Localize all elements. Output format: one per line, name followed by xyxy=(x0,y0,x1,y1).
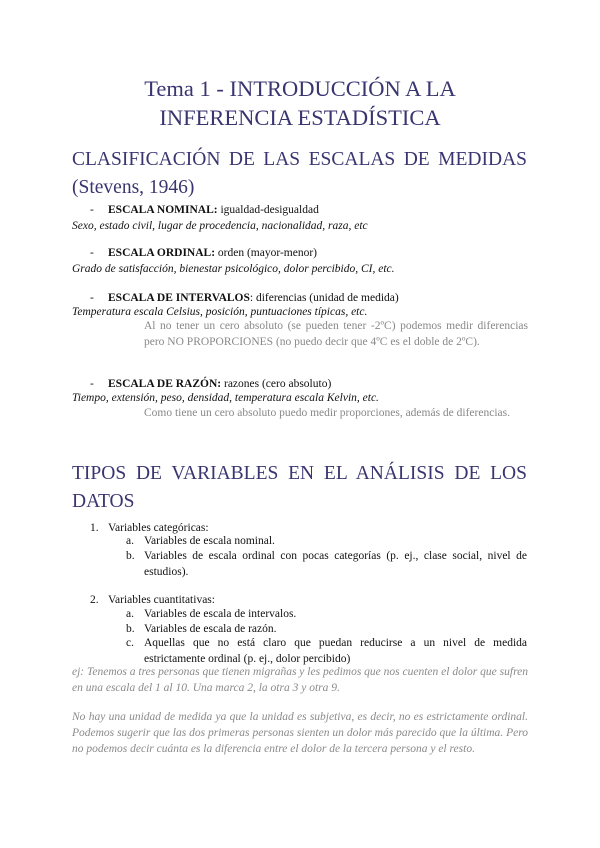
section-heading-variables: TIPOS DE VARIABLES EN EL ANÁLISIS DE LOS DATOS xyxy=(72,463,527,512)
example-nominal: Sexo, estado civil, lugar de procedencia, nacionalidad, raza, etc xyxy=(72,220,368,232)
sublist-letter: b. xyxy=(126,623,135,635)
bullet-dash: - xyxy=(90,378,94,390)
example-ratio: Tiempo, extensión, peso, densidad, temperatura escala Kelvin, etc. xyxy=(72,392,379,404)
list-number: 1. xyxy=(90,522,99,534)
sublist-item xyxy=(126,548,527,580)
scale-desc: igualdad-desigualdad xyxy=(217,204,319,216)
document-title xyxy=(60,74,540,132)
sublist-letter: a. xyxy=(126,608,134,620)
sublist-letter: b. xyxy=(126,550,135,562)
sublist-text: Variables de escala ordinal con pocas categorías (p. ej., clase social, nivel de estudios). xyxy=(144,550,527,578)
title-line-1: Tema 1 - INTRODUCCIÓN A LA xyxy=(144,76,456,101)
sublist-text: Aquellas que no está claro que puedan reducirse a un nivel de medida estrictamente ordinal (p. ej., dolor percibido) xyxy=(144,637,527,665)
scale-desc: : diferencias (unidad de medida) xyxy=(249,292,399,304)
title-line-2: INFERENCIA ESTADÍSTICA xyxy=(159,105,441,130)
list-label: Variables categóricas: xyxy=(108,522,209,534)
sublist-text: Variables de escala nominal. xyxy=(144,535,275,547)
example-intervals: Temperatura escala Celsius, posición, puntuaciones típicas, etc. xyxy=(72,306,368,318)
scale-label: ESCALA ORDINAL: xyxy=(108,247,216,259)
scale-label: ESCALA DE INTERVALOS xyxy=(108,292,250,304)
example-ordinal: Grado de satisfacción, bienestar psicológico, dolor percibido, CI, etc. xyxy=(72,263,395,275)
sublist-item xyxy=(126,533,527,549)
note-intervals: Al no tener un cero absoluto (se pueden tener -2ºC) podemos medir diferencias pero NO PROPORCIONES (no puedo decir que 4ºC es el doble de 2ºC). xyxy=(144,320,528,348)
scale-desc: razones (cero absoluto) xyxy=(221,378,332,390)
sublist-text: Variables de escala de razón. xyxy=(144,623,277,635)
sublist-letter: a. xyxy=(126,535,134,547)
sublist-letter: c. xyxy=(126,637,134,649)
scale-desc: orden (mayor-menor) xyxy=(215,247,317,259)
bullet-dash: - xyxy=(90,247,94,259)
sublist-item xyxy=(126,606,527,622)
scale-label: ESCALA DE RAZÓN: xyxy=(108,378,222,390)
sublist-item xyxy=(126,635,527,667)
section-heading-scales: CLASIFICACIÓN DE LAS ESCALAS DE MEDIDAS (Stevens, 1946) xyxy=(72,149,527,198)
list-label: Variables cuantitativas: xyxy=(108,594,215,606)
bullet-dash: - xyxy=(90,204,94,216)
list-number: 2. xyxy=(90,594,99,606)
closing-note: No hay una unidad de medida ya que la unidad es subjetiva, es decir, no es estrictamente ordinal. Podemos sugerir que las dos primeras personas sienten un dolor más parecido que la última. Pero no podemos decir cuánta es la diferencia entre el dolor de la tercera persona y el resto. xyxy=(72,711,528,755)
note-ratio: Como tiene un cero absoluto puedo medir proporciones, además de diferencias. xyxy=(144,407,510,419)
example-note: ej: Tenemos a tres personas que tienen migrañas y les pedimos que nos cuenten el dolor que sufren en una escala del 1 al 10. Una marca 2, la otra 3 y otra 9. xyxy=(72,666,528,694)
sublist-text: Variables de escala de intervalos. xyxy=(144,608,297,620)
scale-label: ESCALA NOMINAL: xyxy=(108,204,218,216)
bullet-dash: - xyxy=(90,292,94,304)
